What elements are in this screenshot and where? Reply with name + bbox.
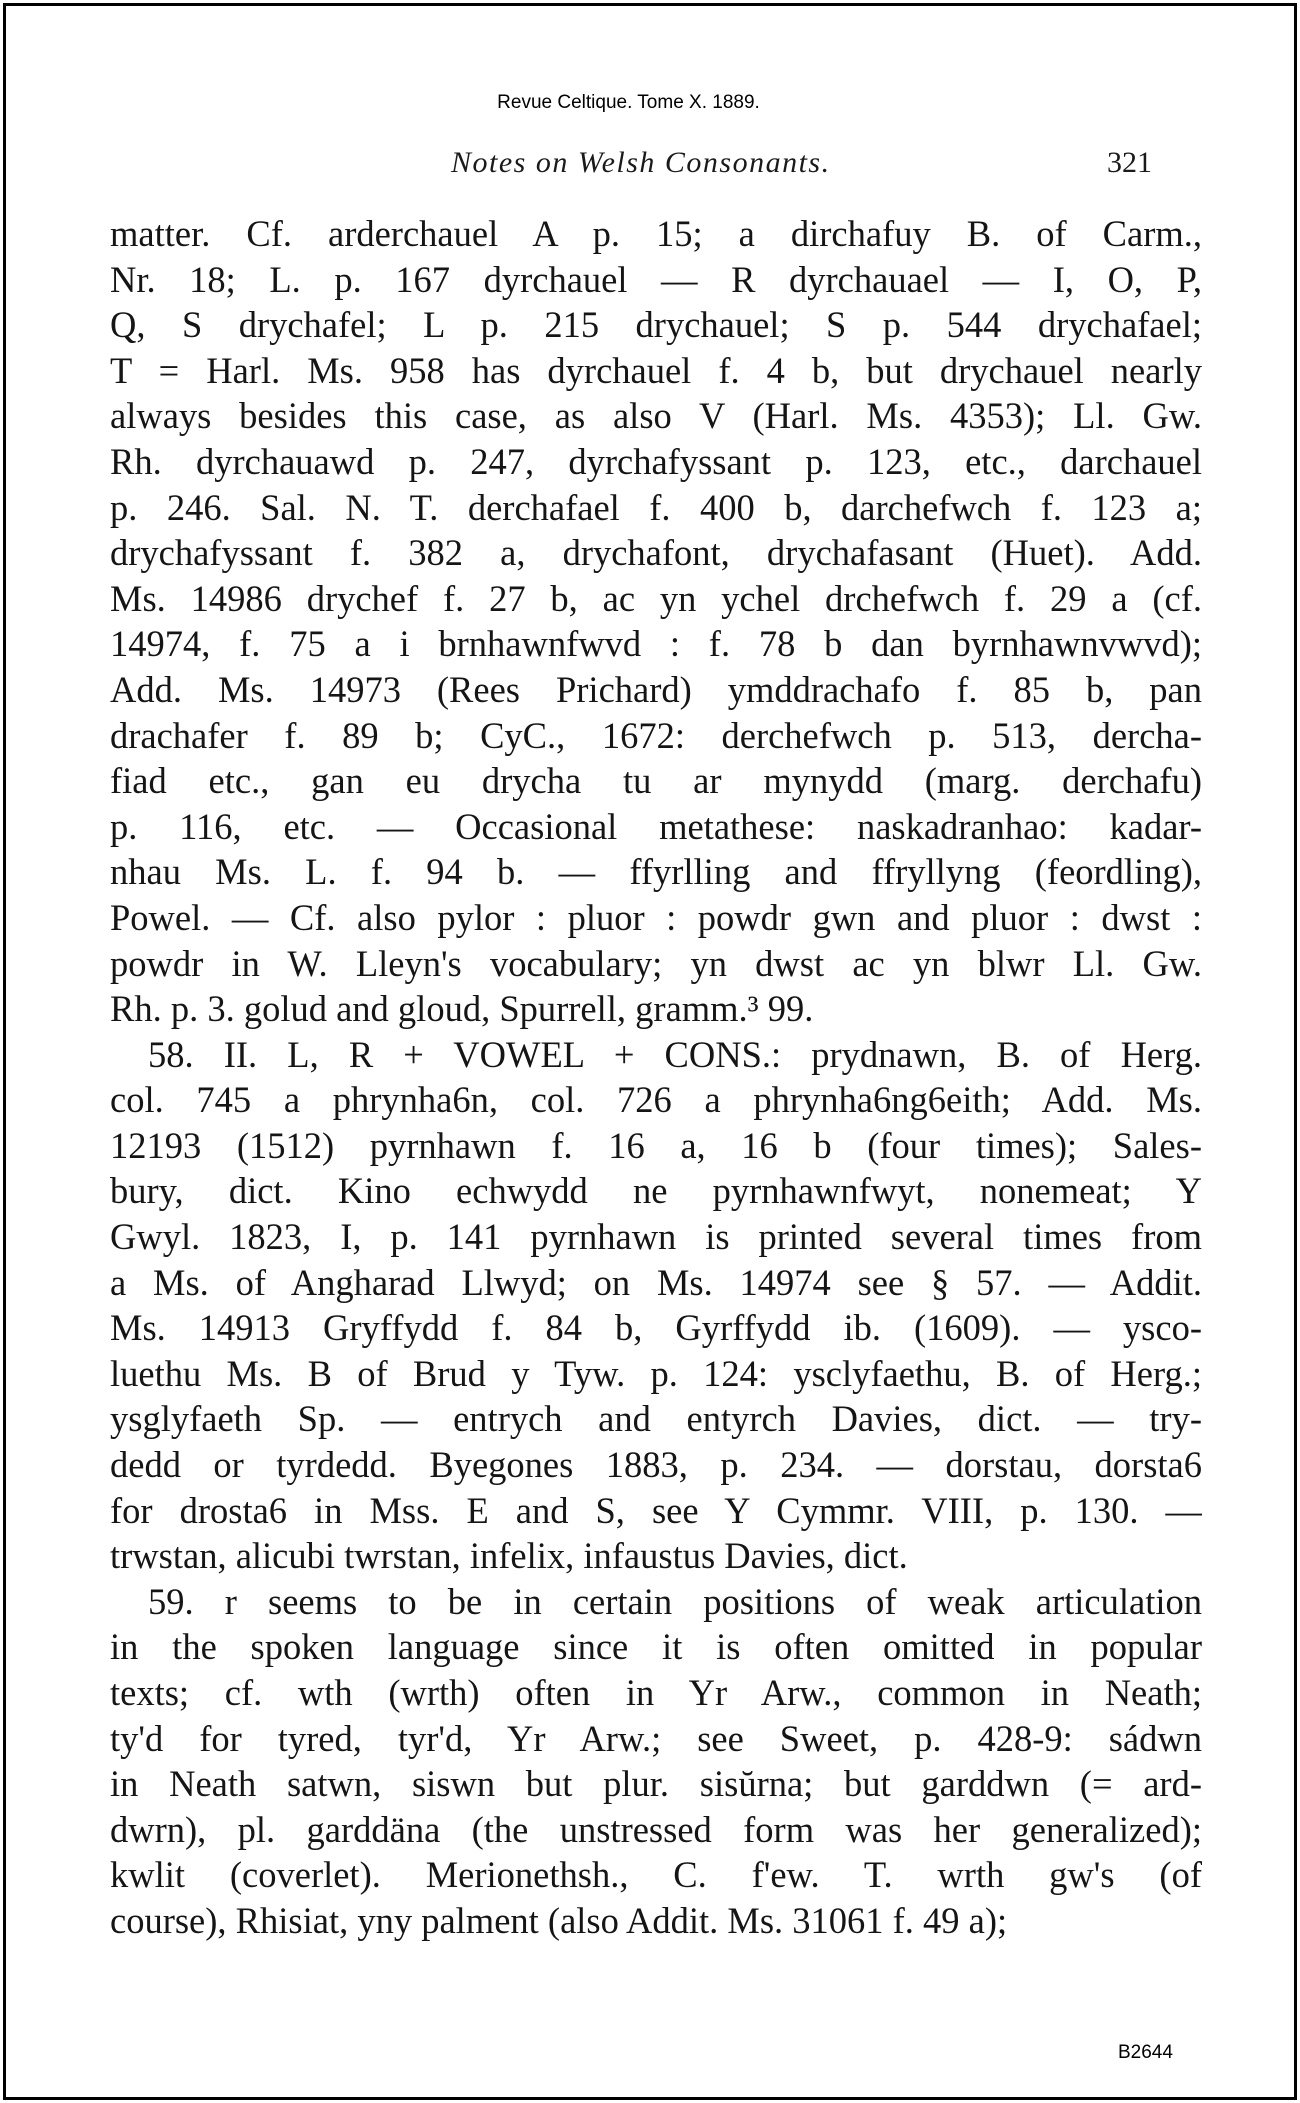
text-line: always besides this case, as also V (Harl. Ms. 4353); Ll. Gw.	[110, 395, 1202, 437]
text-line: matter. Cf. arderchauel A p. 15; a dirchafuy B. of Carm.,	[110, 213, 1202, 254]
text-line: dwrn), pl. garddäna (the unstressed form was her generalized);	[110, 1808, 1202, 1850]
paragraph	[110, 1579, 1202, 1944]
catalog-code: B2644	[1118, 2042, 1173, 2063]
text-line: drychafyssant f. 382 a, drychafont, drychafasant (Huet). Add.	[110, 532, 1202, 574]
text-line: 58. II. L, R + VOWEL + CONS.: prydnawn, B. of Herg.	[148, 1033, 1202, 1075]
page-number: 321	[1107, 146, 1152, 179]
text-line: ysglyfaeth Sp. — entrych and entyrch Davies, dict. — try-	[110, 1398, 1202, 1440]
body-text	[110, 211, 1202, 1944]
text-line: for drosta6 in Mss. E and S, see Y Cymmr. VIII, p. 130. —	[110, 1489, 1202, 1531]
paragraph	[110, 211, 1202, 1032]
text-line: col. 745 a phrynha6n, col. 726 a phrynha6ng6eith; Add. Ms.	[110, 1079, 1202, 1121]
text-line: kwlit (coverlet). Merionethsh., C. f'ew. T. wrth gw's (of	[110, 1854, 1202, 1896]
text-line: 59. r seems to be in certain positions of weak articulation	[148, 1580, 1202, 1622]
text-line: Powel. — Cf. also pylor : pluor : powdr gwn and pluor : dwst :	[110, 896, 1202, 938]
text-line: Gwyl. 1823, I, p. 141 pyrnhawn is printed several times from	[110, 1216, 1202, 1258]
text-line: powdr in W. Lleyn's vocabulary; yn dwst ac yn blwr Ll. Gw.	[110, 942, 1202, 984]
text-line: Rh. dyrchauawd p. 247, dyrchafyssant p. 123, etc., darchauel	[110, 440, 1202, 482]
text-line: Ms. 14913 Gryffydd f. 84 b, Gyrffydd ib. (1609). — ysco-	[110, 1307, 1202, 1349]
text-line: 14974, f. 75 a i brnhawnfwvd : f. 78 b dan byrnhawnvwvd);	[110, 623, 1202, 665]
text-line: T = Harl. Ms. 958 has dyrchauel f. 4 b, but drychauel nearly	[110, 349, 1202, 391]
text-line: in Neath satwn, siswn but plur. sisŭrna; but garddwn (= ard-	[110, 1763, 1202, 1805]
text-line: fiad etc., gan eu drycha tu ar mynydd (marg. derchafu)	[110, 760, 1202, 802]
running-title: Notes on Welsh Consonants.	[451, 146, 831, 179]
text-line: bury, dict. Kino echwydd ne pyrnhawnfwyt, nonemeat; Y	[110, 1170, 1202, 1212]
text-line: Nr. 18; L. p. 167 dyrchauel — R dyrchauael — I, O, P,	[110, 258, 1202, 300]
text-line: Add. Ms. 14973 (Rees Prichard) ymddrachafo f. 85 b, pan	[110, 668, 1202, 710]
text-line: texts; cf. wth (wrth) often in Yr Arw., common in Neath;	[110, 1672, 1202, 1713]
text-line: p. 116, etc. — Occasional metathese: naskadranhao: kadar-	[110, 805, 1202, 847]
source-citation: Revue Celtique. Tome X. 1889.	[497, 92, 760, 113]
text-line: course), Rhisiat, yny palment (also Addit. Ms. 31061 f. 49 a);	[110, 1899, 1008, 1941]
text-line: dedd or tyrdedd. Byegones 1883, p. 234. — dorstau, dorsta6	[110, 1444, 1202, 1486]
text-line: Rh. p. 3. golud and gloud, Spurrell, gramm.³ 99.	[110, 988, 814, 1030]
text-line: luethu Ms. B of Brud y Tyw. p. 124: ysclyfaethu, B. of Herg.;	[110, 1352, 1202, 1394]
paragraph	[110, 1032, 1202, 1579]
text-line: ty'd for tyred, tyr'd, Yr Arw.; see Sweet, p. 428-9: sádwn	[110, 1717, 1202, 1759]
text-line: a Ms. of Angharad Llwyd; on Ms. 14974 see § 57. — Addit.	[110, 1261, 1202, 1303]
text-line: trwstan, alicubi twrstan, infelix, infaustus Davies, dict.	[110, 1535, 908, 1577]
text-line: Ms. 14986 drychef f. 27 b, ac yn ychel drchefwch f. 29 a (cf.	[110, 577, 1202, 619]
text-line: 12193 (1512) pyrnhawn f. 16 a, 16 b (four times); Sales-	[110, 1124, 1202, 1166]
page-frame	[3, 3, 1297, 2100]
text-line: p. 246. Sal. N. T. derchafael f. 400 b, darchefwch f. 123 a;	[110, 486, 1202, 528]
text-line: Q, S drychafel; L p. 215 drychauel; S p. 544 drychafael;	[110, 304, 1202, 346]
text-line: nhau Ms. L. f. 94 b. — ffyrlling and ffryllyng (feordling),	[110, 851, 1202, 893]
text-line: drachafer f. 89 b; CyC., 1672: derchefwch p. 513, dercha-	[110, 714, 1202, 756]
text-line: in the spoken language since it is often omitted in popular	[110, 1626, 1202, 1668]
